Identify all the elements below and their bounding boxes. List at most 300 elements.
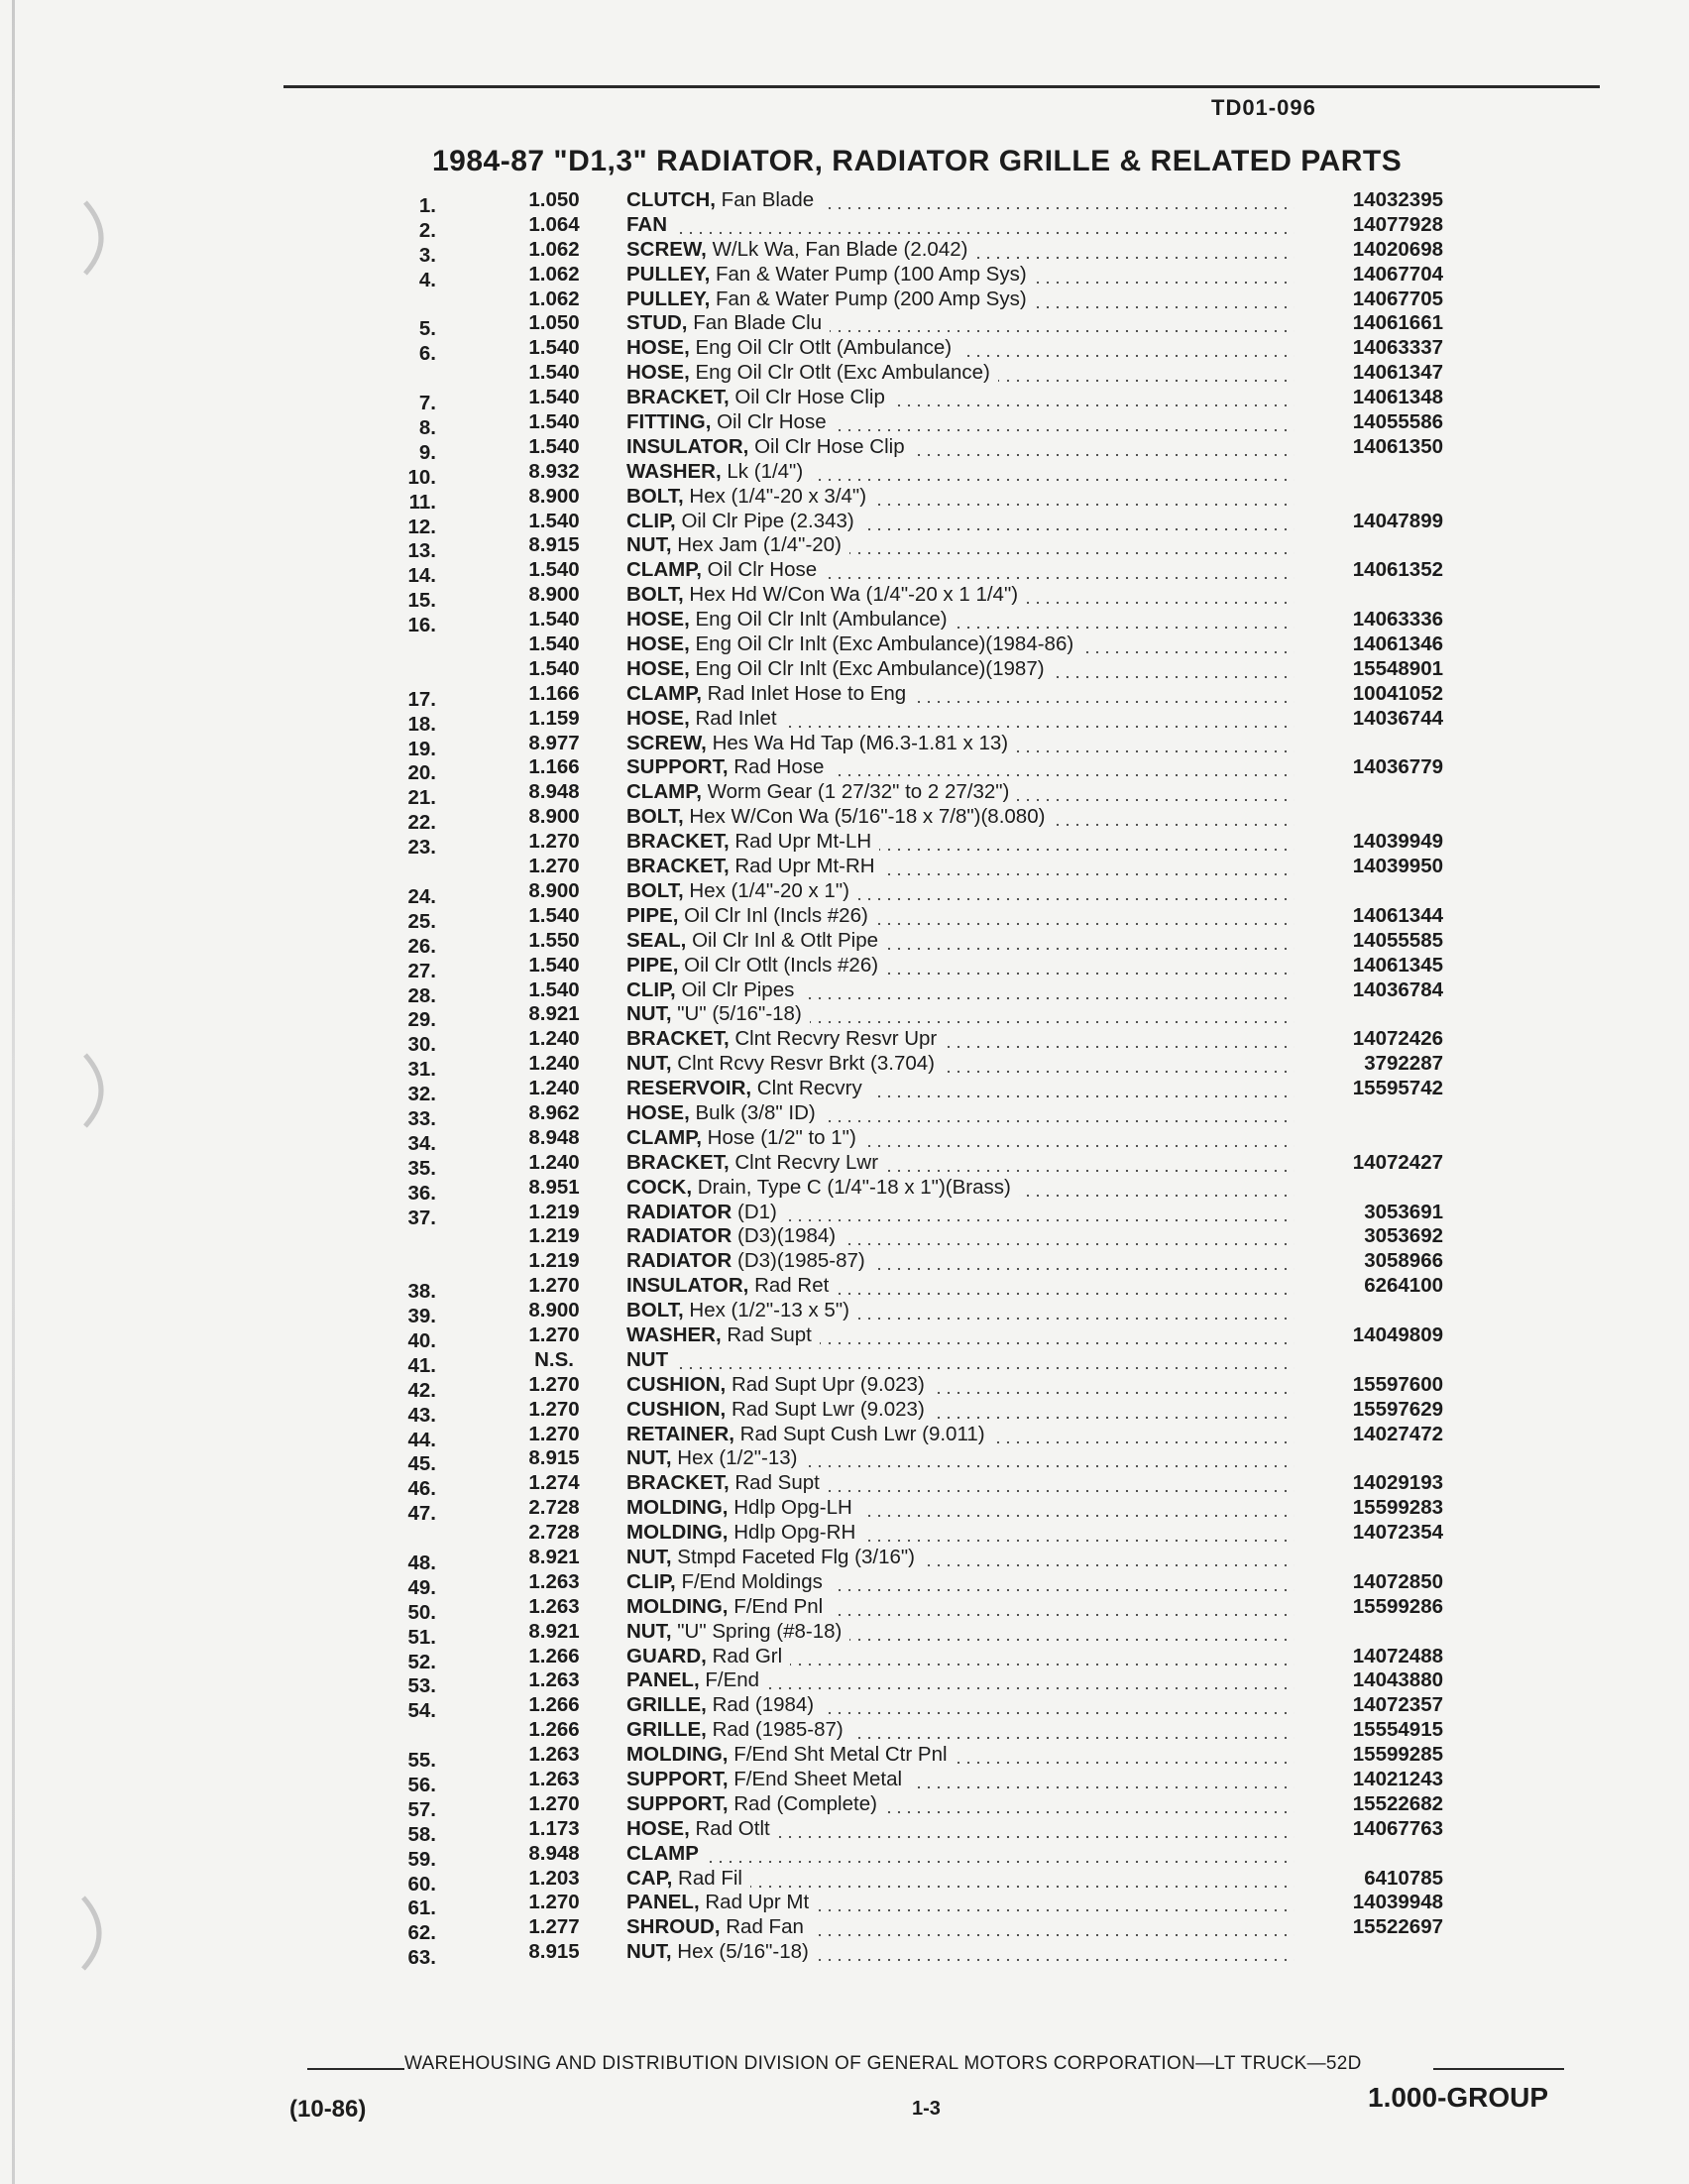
part-number: 14029193 [1352,1471,1443,1495]
group-number: 8.915 [528,533,580,557]
part-number: 14061350 [1352,434,1443,458]
part-noun: BOLT, [626,583,684,607]
part-noun: BRACKET, [626,855,730,878]
parts-row [377,509,1447,538]
part-number: 14036784 [1352,977,1443,1001]
part-noun: MOLDING, [626,1743,729,1767]
part-description [626,1668,1295,1692]
parts-row [377,953,1447,982]
group-number: 1.266 [528,1644,580,1667]
item-number: 41. [407,1353,436,1377]
part-detail: Rad Upr Mt-LH [734,830,872,854]
part-number: 14036744 [1352,706,1443,730]
part-number: 15599283 [1352,1496,1443,1520]
part-description [626,1693,1295,1717]
part-noun: PULLEY, [626,262,711,286]
part-number: 14061344 [1352,903,1443,927]
item-number: 8. [418,416,436,440]
page-number: 1-3 [912,2098,941,2120]
part-noun: BRACKET, [626,1150,730,1174]
group-number: 1.270 [528,1322,580,1346]
item-number: 54. [407,1699,436,1723]
parts-row [377,731,1447,760]
part-detail: Oil Clr Hose Clip [734,386,885,409]
part-detail: Hex (1/2"-13 x 5") [689,1299,849,1322]
group-number: 2.728 [528,1521,580,1545]
part-detail: Oil Clr Hose Clip [754,434,905,458]
part-description [626,1027,1295,1051]
part-description [626,805,1295,829]
group-number: 1.540 [528,903,580,927]
part-detail: "U" (5/16"-18) [677,1002,802,1026]
part-number: 14072426 [1352,1027,1443,1051]
part-detail: (D1) [737,1200,777,1223]
part-noun: CAP, [626,1866,673,1890]
item-number: 37. [407,1206,436,1229]
part-detail: Rad Inlet Hose to Eng [707,681,907,705]
part-noun: FAN [626,212,667,236]
item-number: 3. [418,243,436,267]
part-description [626,1373,1295,1397]
part-noun: BRACKET, [626,1471,730,1495]
parts-row [377,1422,1447,1451]
group-number: 1.540 [528,336,580,360]
item-number: 42. [407,1378,436,1402]
part-description [626,485,1295,509]
item-number: 46. [407,1477,436,1501]
group-number: 1.540 [528,410,580,434]
part-noun: MOLDING, [626,1496,729,1520]
item-number: 63. [407,1946,436,1970]
item-number: 47. [407,1502,436,1526]
part-number: 14043880 [1352,1668,1443,1692]
parts-row [377,1372,1447,1402]
part-detail: Worm Gear (1 27/32" to 2 27/32") [707,780,1010,804]
part-description [626,238,1295,262]
part-description [626,1743,1295,1767]
part-noun: CLAMP, [626,681,702,705]
part-detail: Clnt Rcvy Resvr Brkt (3.704) [677,1052,935,1076]
part-noun: SCREW, [626,237,707,261]
group-number: 1.062 [528,287,580,310]
parts-list [377,188,1447,1970]
part-number: 14063336 [1352,608,1443,632]
part-noun: PIPE, [626,903,679,927]
parts-row [377,1594,1447,1624]
parts-row [377,287,1447,312]
part-noun: HOSE, [626,336,690,360]
part-noun: MOLDING, [626,1521,729,1545]
part-noun: CLAMP, [626,558,702,582]
item-number: 35. [407,1156,436,1180]
part-number: 14063337 [1352,336,1443,360]
part-detail: Hdlp Opg-RH [733,1521,856,1545]
binder-hole-icon [81,1051,121,1130]
part-noun: CLAMP, [626,780,702,804]
group-number: 1.540 [528,608,580,632]
part-noun: SUPPORT, [626,1768,729,1790]
group-number: 1.270 [528,855,580,878]
part-description [626,1151,1295,1175]
part-description [626,1940,1295,1964]
parts-row [377,459,1447,489]
group-number: 1.274 [528,1471,580,1495]
part-noun: PIPE, [626,953,679,977]
parts-row [377,706,1447,736]
group-number: 1.540 [528,386,580,409]
part-noun: CLIP, [626,977,676,1001]
item-number: 38. [407,1280,436,1304]
part-noun: SUPPORT, [626,1791,729,1815]
part-detail: Hose (1/2" to 1") [707,1125,856,1149]
part-description [626,1224,1295,1248]
part-number: 14055586 [1352,410,1443,434]
parts-row [377,1100,1447,1130]
part-description [626,879,1295,903]
parts-row [377,484,1447,514]
part-noun: CLAMP, [626,1125,702,1149]
part-detail: F/End Sht Metal Ctr Pnl [733,1743,948,1767]
binder-edge [12,0,15,2184]
footer-date: (10-86) [289,2096,367,2123]
parts-row [377,1397,1447,1427]
group-number: 8.951 [528,1175,580,1199]
item-number: 25. [407,909,436,933]
item-number: 23. [407,836,436,860]
part-noun: INSULATOR, [626,434,749,458]
parts-row [377,1569,1447,1599]
parts-row [377,188,1447,217]
part-description [626,1891,1295,1914]
part-description [626,583,1295,607]
parts-row [377,1891,1447,1920]
item-number: 22. [407,811,436,835]
parts-row [377,1866,1447,1896]
part-detail: (D3)(1984) [737,1224,837,1248]
part-description [626,188,1295,212]
part-noun: NUT, [626,1940,672,1964]
parts-row [377,1347,1447,1377]
part-noun: COCK, [626,1175,693,1199]
parts-row [377,1791,1447,1821]
part-description [626,707,1295,731]
part-description [626,755,1295,779]
part-noun: HOSE, [626,1100,690,1124]
parts-row [377,1743,1447,1773]
part-detail: Hex (5/16"-18) [677,1940,809,1964]
part-description [626,410,1295,434]
part-number: 14039949 [1352,830,1443,854]
part-number: 15597600 [1352,1372,1443,1396]
group-number: 1.540 [528,656,580,680]
parts-row [377,1299,1447,1328]
part-detail: Rad Fil [678,1866,742,1890]
item-number: 55. [407,1749,436,1773]
part-detail: Hdlp Opg-LH [733,1496,852,1520]
part-number: 14067763 [1352,1816,1443,1840]
part-detail: Rad Upr Mt [705,1891,810,1914]
part-description [626,1768,1295,1791]
group-number: 8.900 [528,484,580,508]
part-description [626,1052,1295,1076]
part-noun: NUT, [626,533,672,557]
part-number: 15554915 [1352,1718,1443,1742]
item-number: 52. [407,1650,436,1673]
header-rule [283,85,1600,88]
part-description [626,954,1295,977]
part-description [626,1496,1295,1520]
parts-row [377,1150,1447,1180]
part-noun: GRILLE, [626,1718,707,1742]
part-noun: MOLDING, [626,1594,729,1618]
part-noun: NUT, [626,1545,672,1568]
parts-row [377,212,1447,242]
part-description [626,732,1295,755]
part-description [626,287,1295,311]
part-description [626,1570,1295,1594]
footer-rule-left [307,2068,404,2070]
parts-row [377,1224,1447,1249]
part-description [626,1842,1295,1866]
part-noun: RADIATOR [626,1200,732,1223]
page-title: 1984-87 "D1,3" RADIATOR, RADIATOR GRILLE & RELATED PARTS [432,145,1403,177]
part-number: 14067705 [1352,287,1443,310]
part-number: 14061352 [1352,558,1443,582]
part-noun: GRILLE, [626,1693,707,1717]
part-number: 14049809 [1352,1322,1443,1346]
parts-row [377,558,1447,588]
group-number: 1.540 [528,632,580,656]
part-number: 14061348 [1352,386,1443,409]
parts-row [377,1619,1447,1649]
part-number: 14039948 [1352,1891,1443,1914]
group-number: 8.915 [528,1940,580,1964]
item-number: 5. [418,317,436,341]
part-description [626,1201,1295,1224]
part-detail: Rad Supt Lwr (9.023) [731,1397,925,1421]
part-description [626,1101,1295,1125]
part-number: 14072354 [1352,1521,1443,1545]
part-description [626,1176,1295,1200]
item-number: 4. [418,268,436,291]
group-number: 1.270 [528,1422,580,1445]
item-number: 56. [407,1774,436,1796]
item-number: 40. [407,1328,436,1352]
part-detail: Lk (1/4") [727,459,804,483]
part-number: 15548901 [1352,656,1443,680]
part-detail: Hex (1/4"-20 x 3/4") [689,484,867,508]
part-description [626,1323,1295,1347]
part-detail: Eng Oil Clr Otlt (Ambulance) [695,336,953,360]
group-number: 1.050 [528,188,580,211]
part-description [626,1077,1295,1100]
part-description [626,1521,1295,1545]
part-detail: Oil Clr Hose [717,410,827,434]
part-number: 3053691 [1364,1200,1443,1223]
item-number: 14. [407,564,436,588]
part-detail: Stmpd Faceted Flg (3/16") [677,1545,915,1568]
part-number: 14061347 [1352,361,1443,385]
part-noun: STUD, [626,311,688,335]
item-number: 34. [407,1131,436,1155]
group-number: 8.915 [528,1446,580,1470]
parts-row [377,977,1447,1007]
part-number: 14047899 [1352,509,1443,532]
parts-row [377,1816,1447,1846]
part-detail: F/End [705,1668,760,1692]
part-noun: GUARD, [626,1644,707,1667]
group-number: 1.062 [528,262,580,286]
part-detail: Rad Ret [754,1274,830,1298]
part-number: 14072850 [1352,1569,1443,1593]
part-noun: NUT [626,1347,669,1371]
item-number: 33. [407,1106,436,1130]
footer-publisher: WAREHOUSING AND DISTRIBUTION DIVISION OF GENERAL MOTORS CORPORATION—LT TRUCK—52D [404,2053,1362,2074]
part-detail: Oil Clr Inl (Incls #26) [684,903,868,927]
part-description [626,1595,1295,1619]
parts-row [377,632,1447,657]
part-detail: Rad Grl [712,1644,783,1667]
group-number: 8.948 [528,1841,580,1865]
part-number: 14055585 [1352,928,1443,952]
part-detail: Fan & Water Pump (100 Amp Sys) [716,262,1027,286]
group-number: 1.219 [528,1224,580,1248]
part-noun: BOLT, [626,805,684,829]
part-number: 3792287 [1364,1052,1443,1076]
item-number: 2. [418,218,436,242]
part-noun: HOSE, [626,1816,690,1840]
part-noun: CLIP, [626,1569,676,1593]
part-detail: Rad Inlet [695,706,777,730]
part-detail: Rad (1985-87) [712,1718,844,1742]
item-number: 60. [407,1872,436,1896]
group-number: 1.540 [528,361,580,385]
part-noun: NUT, [626,1446,672,1470]
part-detail: Rad (1984) [712,1693,815,1717]
part-detail: Fan Blade [721,188,815,211]
parts-row [377,878,1447,908]
item-number: 50. [407,1600,436,1624]
part-description [626,1792,1295,1816]
group-number: 1.550 [528,928,580,952]
part-noun: HOSE, [626,656,690,680]
item-number: 17. [407,687,436,711]
group-number: 1.270 [528,830,580,854]
part-noun: NUT, [626,1002,672,1026]
part-noun: PANEL, [626,1891,700,1914]
part-number: 14072357 [1352,1693,1443,1717]
part-description [626,608,1295,632]
part-number: 3053692 [1364,1224,1443,1248]
item-number: 31. [407,1058,436,1082]
parts-row [377,608,1447,637]
part-number: 14072427 [1352,1150,1443,1174]
part-number: 15595742 [1352,1077,1443,1100]
item-number: 53. [407,1674,436,1698]
part-description [626,1620,1295,1644]
group-number: 8.900 [528,805,580,829]
footer-group: 1.000-GROUP [1368,2082,1549,2113]
part-number: 14067704 [1352,262,1443,286]
item-number: 58. [407,1822,436,1846]
item-number: 45. [407,1452,436,1476]
part-number: 14027472 [1352,1422,1443,1445]
part-detail: Clnt Recvry Lwr [734,1150,879,1174]
parts-row [377,1940,1447,1970]
part-detail: Oil Clr Inl & Otlt Pipe [692,928,879,952]
parts-row [377,361,1447,386]
part-noun: RADIATOR [626,1249,732,1273]
group-number: 1.263 [528,1743,580,1767]
part-description [626,1867,1295,1891]
part-description [626,435,1295,459]
part-description [626,361,1295,385]
item-number: 28. [407,983,436,1007]
group-number: 1.166 [528,755,580,779]
part-number: 14061661 [1352,311,1443,335]
part-noun: RADIATOR [626,1224,732,1248]
part-number: 15522697 [1352,1915,1443,1939]
part-number: 6264100 [1364,1274,1443,1298]
group-number: 1.540 [528,953,580,977]
part-detail: Hex (1/2"-13) [677,1446,798,1470]
part-description [626,311,1295,335]
part-number: 14061346 [1352,632,1443,656]
part-description [626,978,1295,1002]
part-description [626,1471,1295,1495]
parts-row [377,237,1447,267]
part-noun: INSULATOR, [626,1274,749,1298]
parts-row [377,1077,1447,1106]
item-number: 10. [407,465,436,489]
part-noun: PANEL, [626,1668,700,1692]
group-number: 8.921 [528,1619,580,1643]
parts-row [377,1249,1447,1274]
group-number: 1.263 [528,1668,580,1692]
part-detail: (D3)(1985-87) [737,1249,865,1273]
parts-row [377,657,1447,682]
part-description [626,263,1295,287]
group-number: 1.219 [528,1200,580,1223]
part-detail: Eng Oil Clr Inlt (Exc Ambulance)(1987) [695,656,1045,680]
item-number: 29. [407,1008,436,1032]
part-description [626,213,1295,237]
item-number: 13. [407,539,436,563]
group-number: 1.062 [528,237,580,261]
item-number: 12. [407,515,436,538]
part-number: 14021243 [1352,1768,1443,1790]
item-number: 11. [408,490,436,514]
group-number: 8.900 [528,1299,580,1322]
part-noun: HOSE, [626,706,690,730]
group-number: 1.270 [528,1891,580,1914]
part-description [626,336,1295,360]
part-detail: Clnt Recvry Resvr Upr [734,1027,938,1051]
item-number: 26. [407,934,436,958]
part-noun: SUPPORT, [626,755,729,779]
parts-row [377,830,1447,860]
part-detail: Oil Clr Otlt (Incls #26) [684,953,879,977]
group-number: 1.219 [528,1249,580,1273]
group-number: 1.266 [528,1693,580,1717]
part-detail: Fan Blade Clu [693,311,823,335]
part-number: 6410785 [1364,1866,1443,1890]
part-detail: Oil Clr Pipe (2.343) [681,509,854,532]
part-detail: Hex Hd W/Con Wa (1/4"-20 x 1 1/4") [689,583,1019,607]
part-detail: W/Lk Wa, Fan Blade (2.042) [712,237,968,261]
part-description [626,632,1295,656]
part-noun: BRACKET, [626,1027,730,1051]
